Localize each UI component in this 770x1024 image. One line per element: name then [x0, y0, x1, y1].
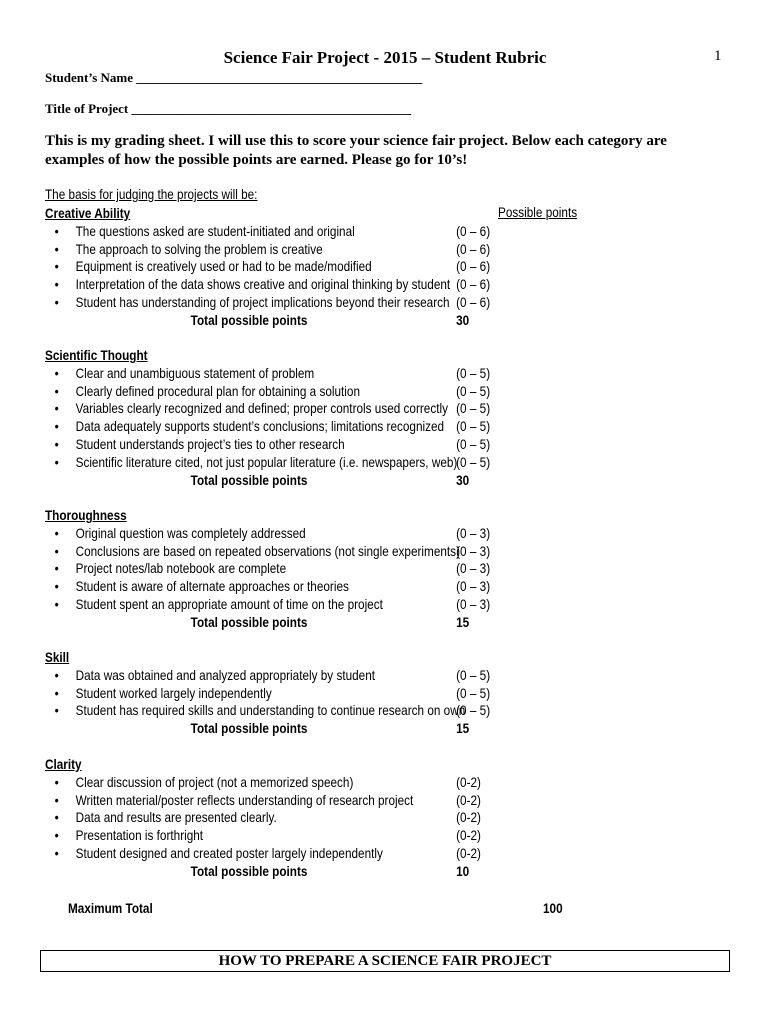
total-value: 10	[456, 862, 470, 879]
rubric-item	[0, 702, 647, 720]
bullet-icon: •	[54, 827, 59, 844]
bullet-icon: •	[54, 578, 59, 595]
criterion-points: (0 – 3)	[456, 560, 491, 577]
criterion-points: (0 – 6)	[456, 276, 491, 293]
rubric-item	[0, 792, 647, 810]
category-heading: Creative Ability	[45, 205, 131, 221]
criterion-text: Student designed and created poster largely independently	[75, 845, 383, 861]
rubric-item	[0, 276, 647, 294]
intro-paragraph: This is my grading sheet. I will use this to score your science fair project. Below each category are examples of how the possible points are earned. Please go for 10’s!	[45, 133, 667, 168]
total-label: Total possible points	[190, 471, 308, 488]
total-row	[0, 863, 647, 881]
rubric-item	[0, 578, 647, 596]
criterion-points: (0-2)	[456, 845, 481, 861]
criterion-text: Variables clearly recognized and defined; proper controls used correctly	[75, 400, 448, 417]
criterion-points: (0 – 5)	[456, 364, 491, 381]
bullet-icon: •	[54, 418, 59, 435]
criterion-text: Student has understanding of project implications beyond their research	[75, 294, 450, 310]
project-title-field: Title of Project ___________________________________________	[45, 101, 412, 116]
criterion-text: Scientific literature cited, not just popular literature (i.e. newspapers, web)	[75, 453, 458, 470]
rubric-item	[0, 436, 647, 454]
page-title: Science Fair Project - 2015 – Student Rubric	[223, 48, 547, 67]
judging-basis-heading: The basis for judging the projects will be:	[45, 186, 258, 202]
footer-heading: HOW TO PREPARE A SCIENCE FAIR PROJECT	[40, 950, 730, 972]
bullet-icon: •	[54, 364, 59, 381]
maximum-total-value: 100	[543, 900, 563, 916]
bullet-icon: •	[54, 666, 59, 683]
bullet-icon: •	[54, 702, 59, 719]
rubric-item	[0, 418, 647, 436]
criterion-points: (0-2)	[456, 791, 481, 808]
criterion-text: The approach to solving the problem is creative	[75, 240, 323, 257]
criterion-points: (0 – 3)	[456, 578, 491, 595]
criterion-points: (0 – 5)	[456, 702, 491, 719]
rubric-item	[0, 365, 647, 383]
rubric-item	[0, 596, 647, 614]
total-row	[0, 472, 647, 490]
bullet-icon: •	[54, 524, 59, 541]
bullet-icon: •	[54, 400, 59, 417]
criterion-text: Written material/poster reflects understanding of research project	[75, 791, 414, 808]
rubric-item	[0, 809, 647, 827]
bullet-icon: •	[54, 258, 59, 275]
rubric-item	[0, 294, 647, 312]
criterion-text: The questions asked are student-initiated and original	[75, 222, 355, 239]
bullet-icon: •	[54, 560, 59, 577]
criterion-points: (0 – 5)	[456, 453, 491, 470]
bullet-icon: •	[54, 809, 59, 826]
total-row	[0, 312, 647, 330]
total-label: Total possible points	[190, 862, 308, 879]
criterion-points: (0-2)	[456, 809, 481, 826]
criterion-points: (0 – 5)	[456, 400, 491, 417]
criterion-points: (0-2)	[456, 827, 481, 844]
maximum-total-label: Maximum Total	[68, 900, 153, 916]
category-heading: Scientific Thought	[45, 347, 148, 363]
criterion-text: Student has required skills and understanding to continue research on own	[75, 702, 466, 719]
criterion-text: Student spent an appropriate amount of time on the project	[75, 596, 383, 612]
category-heading: Clarity	[45, 756, 82, 772]
bullet-icon: •	[54, 845, 59, 861]
criterion-text: Conclusions are based on repeated observations (not single experiments)	[75, 542, 460, 559]
rubric-item	[0, 241, 647, 259]
rubric-item	[0, 685, 647, 703]
possible-points-header: Possible points	[498, 204, 578, 220]
criterion-text: Data adequately supports student’s conclusions; limitations recognized	[75, 418, 445, 435]
criterion-points: (0 – 5)	[456, 418, 491, 435]
criterion-points: (0 – 3)	[456, 596, 491, 612]
rubric-item	[0, 774, 647, 792]
bullet-icon: •	[54, 240, 59, 257]
bullet-icon: •	[54, 791, 59, 808]
criterion-text: Student is aware of alternate approaches or theories	[75, 578, 349, 595]
bullet-icon: •	[54, 382, 59, 399]
criterion-points: (0 – 6)	[456, 258, 491, 275]
rubric-item	[0, 383, 647, 401]
criterion-text: Equipment is creatively used or had to be made/modified	[75, 258, 372, 275]
rubric-item	[0, 845, 647, 863]
criterion-points: (0 – 5)	[456, 684, 491, 701]
criterion-text: Student understands project’s ties to other research	[75, 436, 345, 452]
student-name-field: Student’s Name ____________________________________________	[45, 70, 423, 85]
rubric-item	[0, 667, 647, 685]
total-label: Total possible points	[190, 311, 308, 328]
criterion-text: Data was obtained and analyzed appropriately by student	[75, 666, 376, 683]
total-value: 30	[456, 471, 470, 488]
criterion-text: Clear and unambiguous statement of problem	[75, 364, 315, 381]
total-label: Total possible points	[190, 720, 308, 737]
criterion-text: Student worked largely independently	[75, 684, 272, 701]
bullet-icon: •	[54, 276, 59, 293]
rubric-item	[0, 223, 647, 241]
total-value: 15	[456, 613, 470, 630]
page-number: 1	[714, 48, 722, 64]
criterion-text: Data and results are presented clearly.	[75, 809, 277, 826]
criterion-points: (0 – 5)	[456, 382, 491, 399]
criterion-points: (0 – 5)	[456, 666, 491, 683]
bullet-icon: •	[54, 773, 59, 790]
bullet-icon: •	[54, 453, 59, 470]
rubric-item	[0, 400, 647, 418]
bullet-icon: •	[54, 596, 59, 612]
category-heading: Thoroughness	[45, 507, 127, 523]
rubric-item	[0, 560, 647, 578]
criterion-text: Project notes/lab notebook are complete	[75, 560, 287, 577]
total-value: 30	[456, 311, 470, 328]
criterion-points: (0 – 6)	[456, 294, 491, 310]
bullet-icon: •	[54, 436, 59, 452]
criterion-text: Presentation is forthright	[75, 827, 204, 844]
category-heading: Skill	[45, 649, 70, 665]
total-row	[0, 614, 647, 632]
criterion-text: Original question was completely addressed	[75, 524, 306, 541]
rubric-item	[0, 258, 647, 276]
criterion-points: (0 – 3)	[456, 524, 491, 541]
rubric-item	[0, 827, 647, 845]
bullet-icon: •	[54, 542, 59, 559]
rubric-item	[0, 543, 647, 561]
rubric-item	[0, 454, 647, 472]
criterion-points: (0 – 6)	[456, 222, 491, 239]
bullet-icon: •	[54, 222, 59, 239]
total-label: Total possible points	[190, 613, 308, 630]
criterion-text: Interpretation of the data shows creative and original thinking by student	[75, 276, 451, 293]
criterion-text: Clear discussion of project (not a memorized speech)	[75, 773, 354, 790]
total-value: 15	[456, 720, 470, 737]
bullet-icon: •	[54, 684, 59, 701]
criterion-points: (0 – 3)	[456, 542, 491, 559]
criterion-points: (0 – 5)	[456, 436, 491, 452]
criterion-text: Clearly defined procedural plan for obtaining a solution	[75, 382, 360, 399]
criterion-points: (0 – 6)	[456, 240, 491, 257]
total-row	[0, 720, 647, 738]
rubric-item	[0, 525, 647, 543]
bullet-icon: •	[54, 294, 59, 310]
criterion-points: (0-2)	[456, 773, 481, 790]
